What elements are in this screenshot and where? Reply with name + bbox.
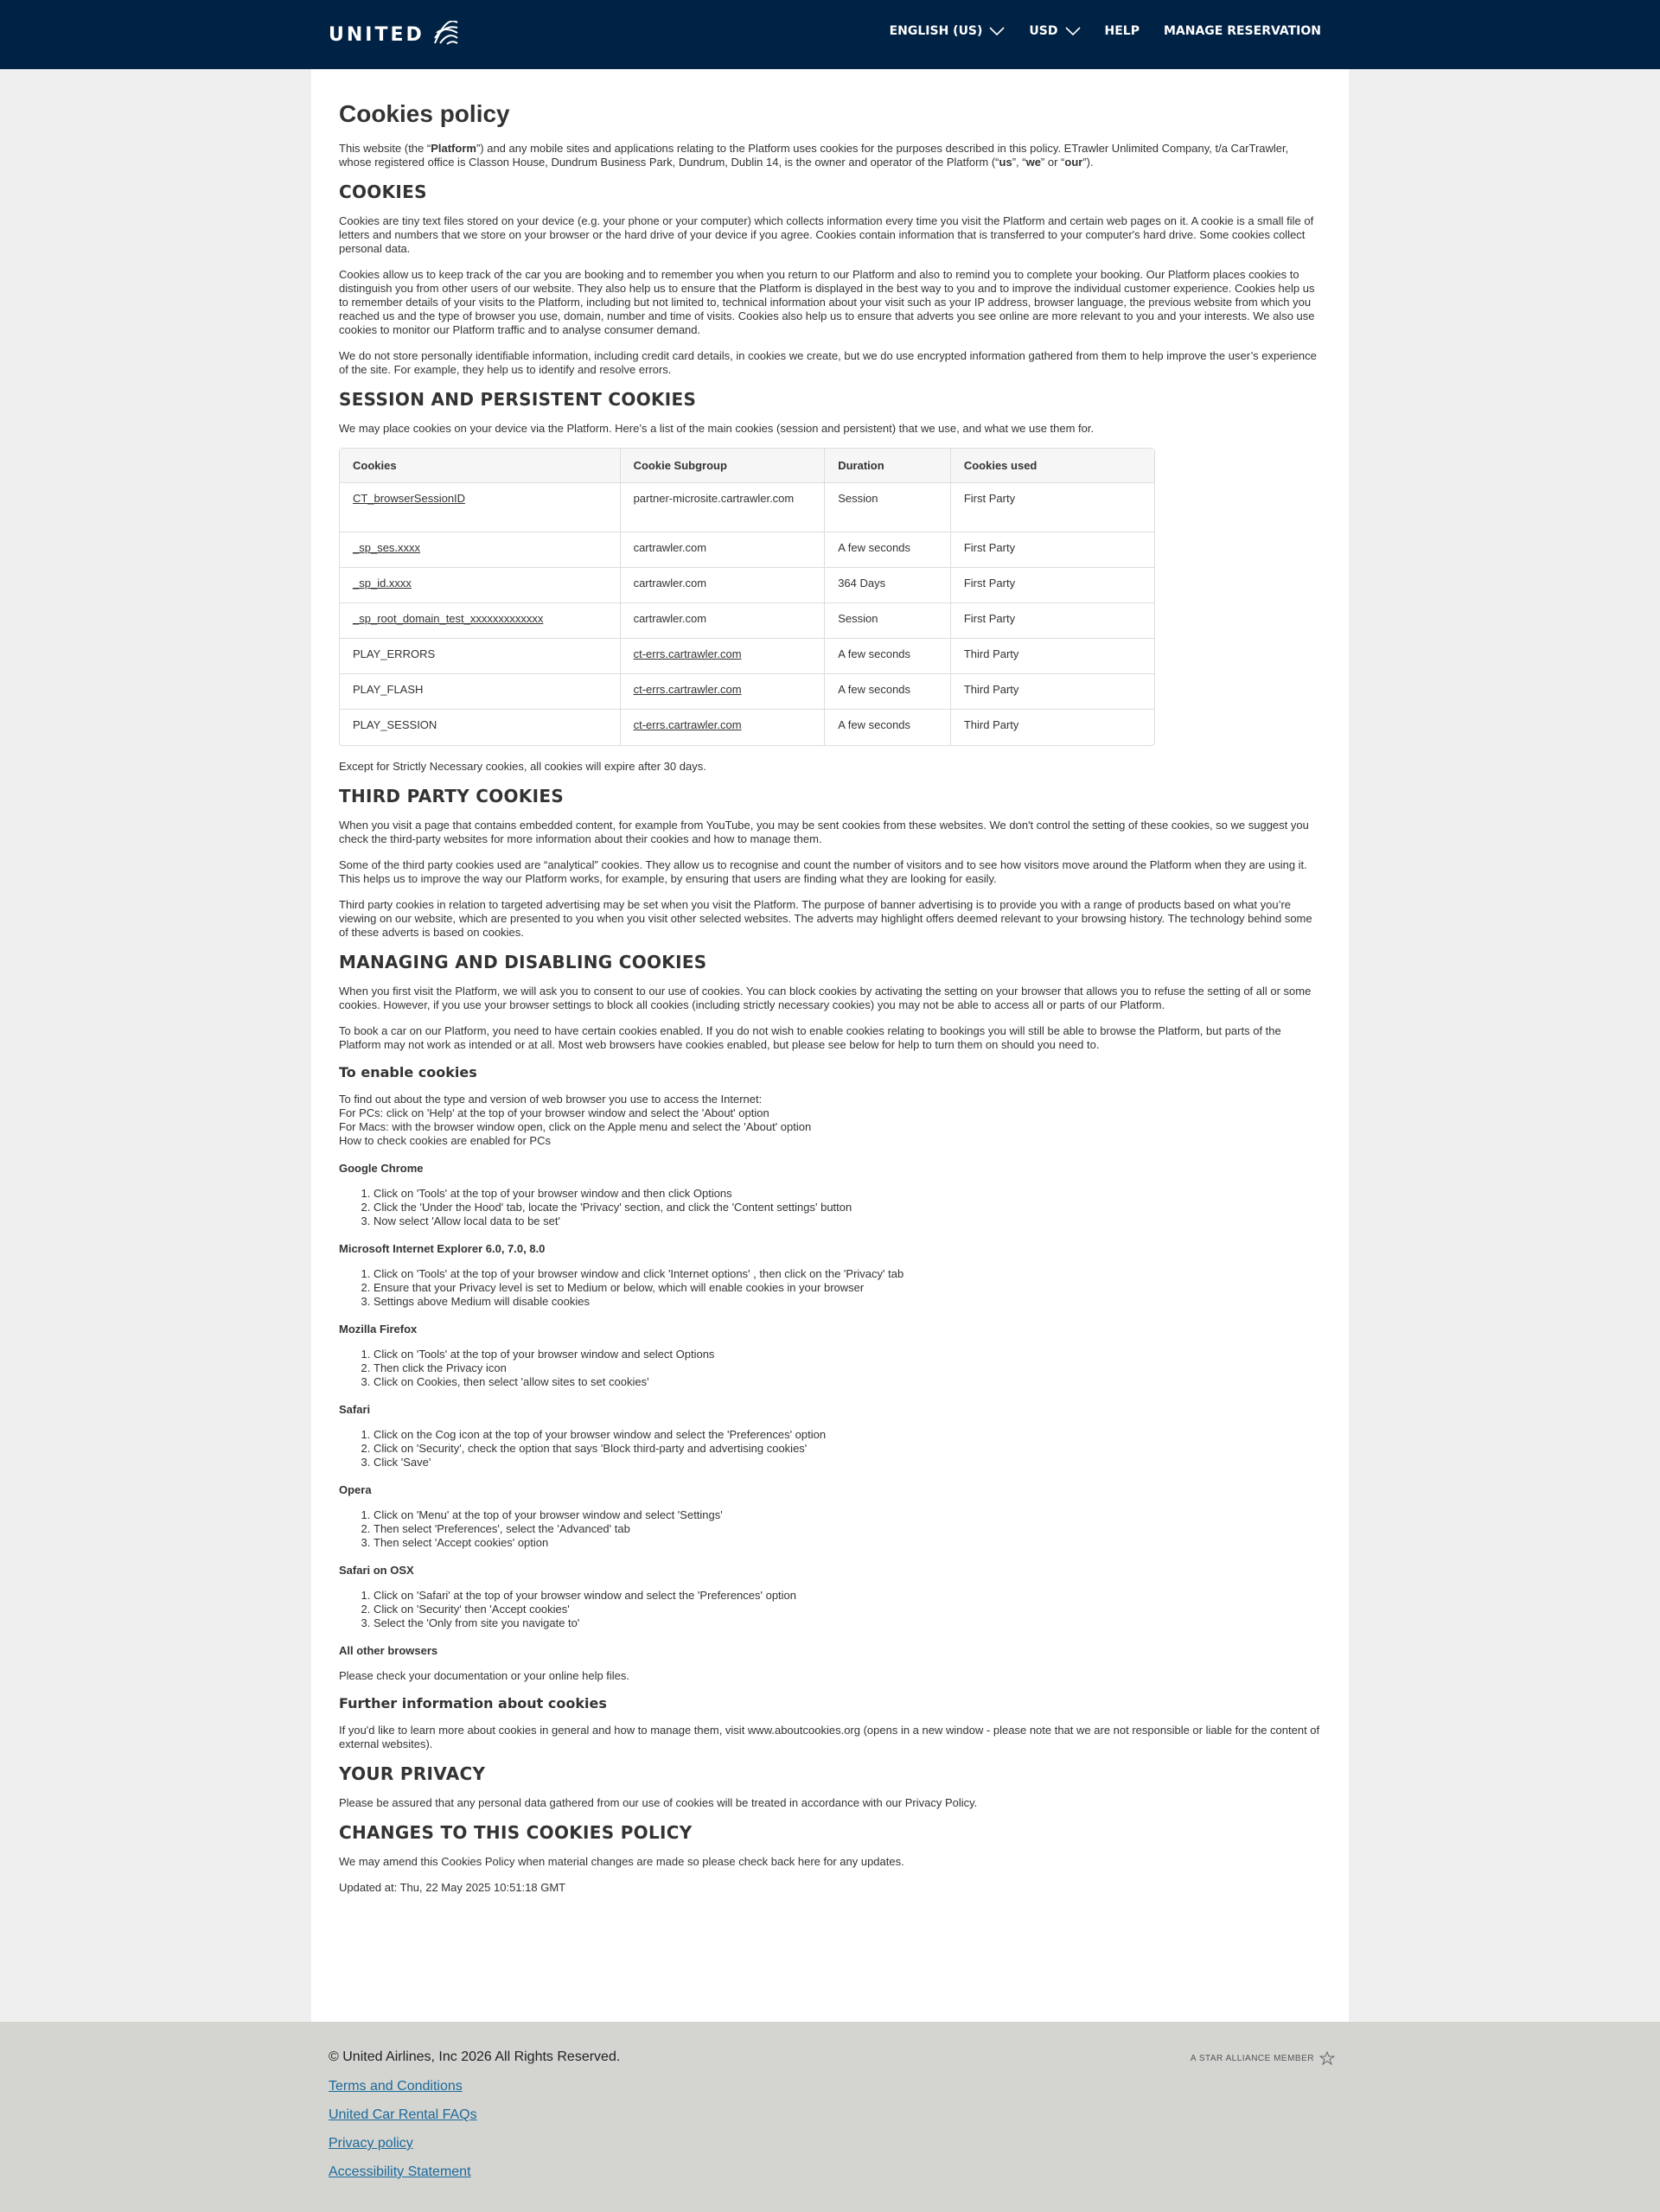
cookie-name: PLAY_ERRORS: [340, 639, 621, 674]
list-item: 3. Settings above Medium will disable cookies: [374, 1295, 1321, 1309]
cookies-heading: COOKIES: [339, 182, 427, 202]
table-row: [340, 483, 1154, 532]
third-party-heading: THIRD PARTY COOKIES: [339, 786, 565, 806]
table-row: [340, 639, 1154, 674]
cookies-paragraph-3: We do not store personally identifiable information, including credit card details, in cookies we create, but we do use encrypted information gathered from them to help improve the user’s experience of the site. For example, they help us to identify and resolve errors.: [339, 349, 1317, 376]
cookie-name[interactable]: _sp_ses.xxxx: [340, 532, 621, 568]
table-row: [340, 532, 1154, 568]
language-label: ENGLISH (US): [889, 24, 983, 38]
browser-steps: [339, 1508, 1321, 1550]
managing-paragraph-1: When you first visit the Platform, we will ask you to consent to our use of cookies. You can block cookies by activating the setting on your browser that allows you to refuse the setting of all or some cookies. However, if you use your browser settings to block all cookies (including strictly necessary cookies) you may not be able to access all or parts of our Platform.: [339, 985, 1312, 1011]
page-title: Cookies policy: [339, 100, 510, 127]
table-row: [340, 674, 1154, 710]
list-item: 3. Click 'Save': [374, 1456, 1321, 1469]
list-item: 2. Then click the Privacy icon: [374, 1361, 1321, 1375]
cookie-duration: Session: [825, 483, 951, 532]
brand-name: UNITED: [329, 24, 425, 46]
cookies-paragraph-2: Cookies allow us to keep track of the car you are booking and to remember you when you return to our Platform and also to remind you to complete your booking. Our Platform places cookies to distinguish you from other users of our website. They also help us to ensure that the Platform is displayed in the best way to you and to improve the individual customer experience. Cookies help us to remember details of your visits to the Platform, including but not limited to, technical information about your visit such as your IP address, browser language, the previous website from which you reached us and the type of browser you use, domain, number and time of visits. Cookies also help us to ensure that adverts you see online are more relevant to you and your interests. We also use cookies to monitor our Platform traffic and to analyse consumer demand.: [339, 268, 1315, 336]
list-item: 2. Click the 'Under the Hood' tab, locate the 'Privacy' section, and click the 'Content settings' button: [374, 1201, 1321, 1214]
third-party-paragraph-1: When you visit a page that contains embedded content, for example from YouTube, you may be sent cookies from these websites. We don't control the setting of these cookies, so we suggest you check the third-party websites for more information about their cookies and how to manage them.: [339, 819, 1309, 845]
third-party-paragraph-3: Third party cookies in relation to targeted advertising may be set when you visit the Platform. The purpose of banner advertising is to provide you with a range of products based on what you’re viewing on our website, which are presented to you when you visit other selected websites. The adverts may highlight offers deemed relevant to your browsing history. The technology behind some of these adverts is based on cookies.: [339, 898, 1312, 939]
column-header: Duration: [825, 449, 951, 483]
list-item: 2. Click on 'Security' then 'Accept cookies': [374, 1603, 1321, 1616]
list-item: 1. Click on the Cog icon at the top of your browser window and select the 'Preferences' option: [374, 1428, 1321, 1442]
cookie-duration: A few seconds: [825, 532, 951, 568]
united-logo[interactable]: [329, 21, 459, 49]
browser-heading: Opera: [339, 1483, 372, 1496]
manage-reservation-link[interactable]: MANAGE RESERVATION: [1163, 24, 1321, 38]
cookie-name[interactable]: _sp_root_domain_test_xxxxxxxxxxxxx: [340, 603, 621, 639]
column-header: Cookies used: [951, 449, 1154, 483]
cookie-subgroup: cartrawler.com: [621, 532, 826, 568]
list-item: 1. Click on 'Menu' at the top of your browser window and select 'Settings': [374, 1508, 1321, 1522]
list-item: 1. Click on 'Tools' at the top of your browser window and select Options: [374, 1348, 1321, 1361]
browser-heading: Microsoft Internet Explorer 6.0, 7.0, 8.0: [339, 1242, 546, 1255]
language-selector[interactable]: [890, 24, 1006, 38]
cookies-paragraph-1: Cookies are tiny text files stored on your device (e.g. your phone or your computer) which collects information every time you visit the Platform and certain web pages on it. A cookie is a small file of letters and numbers that we store on your browser or the hard drive of your device if you agree. Cookies contain information that is transferred to your computer's hard drive. Some cookies collect personal data.: [339, 214, 1314, 255]
list-item: 3. Now select 'Allow local data to be set': [374, 1214, 1321, 1228]
cookie-party: Third Party: [951, 674, 1154, 710]
other-browsers-paragraph: Please check your documentation or your online help files.: [339, 1669, 630, 1682]
cookie-subgroup[interactable]: ct-errs.cartrawler.com: [621, 674, 826, 710]
changes-heading: CHANGES TO THIS COOKIES POLICY: [339, 1822, 693, 1843]
cookie-subgroup: cartrawler.com: [621, 568, 826, 603]
star-alliance-badge: [1191, 2051, 1335, 2065]
further-info-heading: Further information about cookies: [339, 1695, 607, 1712]
cookie-party: First Party: [951, 483, 1154, 532]
currency-label: USD: [1029, 24, 1058, 38]
updated-timestamp: Updated at: Thu, 22 May 2025 10:51:18 GMT: [339, 1881, 566, 1894]
list-item: 2. Ensure that your Privacy level is set to Medium or below, which will enable cookies in your browser: [374, 1281, 1321, 1295]
column-header: Cookie Subgroup: [621, 449, 826, 483]
star-alliance-icon: [1319, 2051, 1335, 2065]
currency-selector[interactable]: [1029, 24, 1080, 38]
list-item: 1. Click on 'Safari' at the top of your browser window and select the 'Preferences' option: [374, 1589, 1321, 1603]
header-nav: [890, 24, 1321, 38]
table-row: [340, 710, 1154, 745]
list-item: 3. Click on Cookies, then select 'allow sites to set cookies': [374, 1375, 1321, 1389]
cookies-table: [339, 448, 1155, 746]
cookie-duration: A few seconds: [825, 639, 951, 674]
browser-heading: Mozilla Firefox: [339, 1323, 418, 1335]
terms-link[interactable]: Terms and Conditions: [329, 2079, 463, 2094]
enable-cookies-intro: To find out about the type and version of web browser you use to access the Internet: For PCs: click on 'Help' at the top of your browser window and select the 'About' option For Macs: with the browser window open, click on the Apple menu and select the 'About' option How to check cookies are enabled for PCs: [339, 1093, 812, 1147]
cookie-party: Third Party: [951, 639, 1154, 674]
cookie-duration: A few seconds: [825, 710, 951, 745]
browser-steps: [339, 1348, 1321, 1389]
cookie-party: First Party: [951, 603, 1154, 639]
session-heading: SESSION AND PERSISTENT COOKIES: [339, 389, 697, 410]
help-link[interactable]: HELP: [1104, 24, 1140, 38]
privacy-paragraph: Please be assured that any personal data gathered from our use of cookies will be treated in accordance with our Privacy Policy.: [339, 1796, 978, 1809]
site-header: [0, 0, 1660, 69]
policy-content: [311, 69, 1349, 2022]
column-header: Cookies: [340, 449, 621, 483]
managing-heading: MANAGING AND DISABLING COOKIES: [339, 952, 707, 972]
list-item: 3. Then select 'Accept cookies' option: [374, 1536, 1321, 1550]
privacy-policy-link[interactable]: Privacy policy: [329, 2136, 413, 2151]
list-item: 2. Click on 'Security', check the option that says 'Block third-party and advertising cookies': [374, 1442, 1321, 1456]
privacy-heading: YOUR PRIVACY: [339, 1763, 486, 1784]
cookie-duration: Session: [825, 603, 951, 639]
list-item: 2. Then select 'Preferences', select the 'Advanced' tab: [374, 1522, 1321, 1536]
list-item: 3. Select the 'Only from site you navigate to': [374, 1616, 1321, 1630]
cookie-name[interactable]: _sp_id.xxxx: [340, 568, 621, 603]
cookie-name: PLAY_FLASH: [340, 674, 621, 710]
table-row: [340, 603, 1154, 639]
other-browsers-heading: All other browsers: [339, 1644, 438, 1657]
session-paragraph: We may place cookies on your device via the Platform. Here’s a list of the main cookies (session and persistent) that we use, and what we use them for.: [339, 422, 1095, 435]
list-item: 1. Click on 'Tools' at the top of your browser window and then click Options: [374, 1187, 1321, 1201]
list-item: 1. Click on 'Tools' at the top of your browser window and click 'Internet options' , then click on the 'Privacy' tab: [374, 1267, 1321, 1281]
browser-steps: [339, 1267, 1321, 1309]
browser-steps: [339, 1589, 1321, 1630]
faqs-link[interactable]: United Car Rental FAQs: [329, 2107, 477, 2122]
cookie-party: Third Party: [963, 718, 1019, 731]
cookie-subgroup[interactable]: ct-errs.cartrawler.com: [621, 710, 826, 745]
third-party-paragraph-2: Some of the third party cookies used are “analytical” cookies. They allow us to recognise and count the number of visitors and to see how visitors move around the Platform when they are using it. This helps us to improve the way our Platform works, for example, by ensuring that users are finding what they are looking for easily.: [339, 858, 1307, 885]
cookie-name[interactable]: CT_browserSessionID: [340, 483, 621, 532]
intro-paragraph: This website (the “Platform”) and any mobile sites and applications relating to the Platform uses cookies for the purposes described in this policy. ETrawler Unlimited Company, t/a CarTrawler, whose registered office is Classon House, Dundrum Business Park, Dundrum, Dublin 14, is the owner and operator of the Platform (“us”, “we” or “our”).: [339, 142, 1289, 169]
cookie-party: First Party: [951, 532, 1154, 568]
cookie-subgroup[interactable]: ct-errs.cartrawler.com: [621, 639, 826, 674]
cookie-duration: 364 Days: [825, 568, 951, 603]
cookie-duration: A few seconds: [825, 674, 951, 710]
cookie-name: PLAY_SESSION: [340, 710, 621, 745]
copyright-text: © United Airlines, Inc 2026 All Rights Reserved.: [329, 2049, 621, 2064]
table-header-row: [340, 449, 1154, 483]
further-info-paragraph: If you'd like to learn more about cookies in general and how to manage them, visit www.aboutcookies.org (opens in a new window - please note that we are not responsible or liable for the content of external websites).: [339, 1724, 1320, 1750]
browser-heading: Safari: [339, 1403, 371, 1416]
changes-paragraph: We may amend this Cookies Policy when material changes are made so please check back here for any updates.: [339, 1855, 904, 1868]
cookie-party: First Party: [951, 568, 1154, 603]
browser-heading: Safari on OSX: [339, 1564, 414, 1577]
expire-note: Except for Strictly Necessary cookies, all cookies will expire after 30 days.: [339, 760, 706, 773]
table-row: [340, 568, 1154, 603]
star-alliance-label: A STAR ALLIANCE MEMBER: [1190, 2053, 1314, 2063]
chevron-down-icon: [1065, 27, 1081, 35]
browser-steps: [339, 1187, 1321, 1228]
chevron-down-icon: [989, 27, 1005, 35]
site-footer: [0, 2022, 1660, 2212]
cookie-subgroup: partner-microsite.cartrawler.com: [621, 483, 826, 532]
accessibility-link[interactable]: Accessibility Statement: [329, 2164, 471, 2179]
cookie-subgroup: cartrawler.com: [621, 603, 826, 639]
enable-cookies-heading: To enable cookies: [339, 1064, 477, 1081]
managing-paragraph-2: To book a car on our Platform, you need to have certain cookies enabled. If you do not wish to enable cookies relating to bookings you will still be able to browse the Platform, but parts of the Platform may not work as intended or at all. Most web browsers have cookies enabled, but please see below for help to turn them on should you need to.: [339, 1024, 1281, 1051]
browser-heading: Google Chrome: [339, 1162, 424, 1175]
browser-steps: [339, 1428, 1321, 1469]
footer-links: [329, 2079, 477, 2193]
globe-icon: [433, 21, 459, 49]
